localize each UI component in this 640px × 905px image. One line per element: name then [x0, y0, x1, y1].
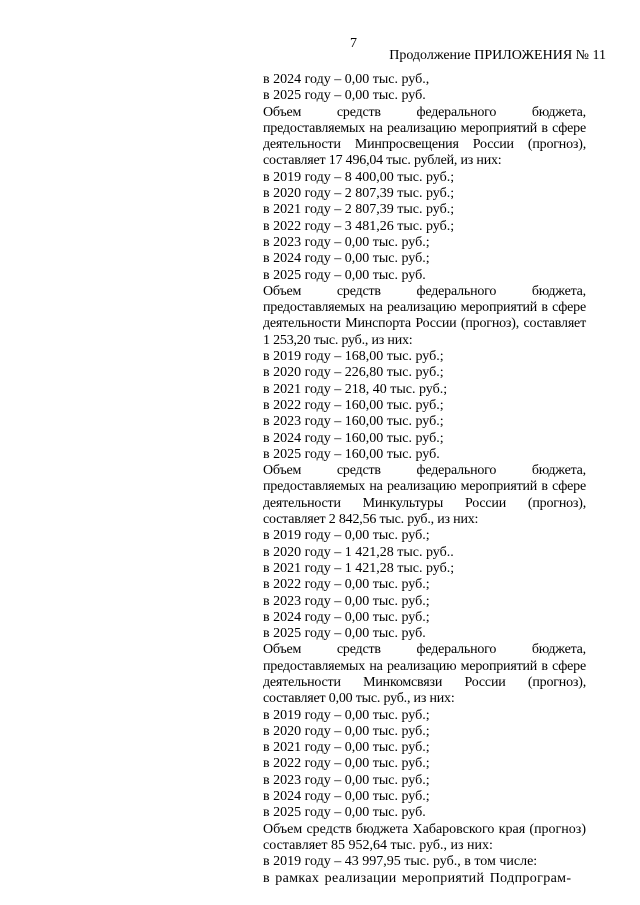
year-line: в 2019 году – 0,00 тыс. руб.; [263, 707, 430, 723]
year-line: в 2025 году – 160,00 тыс. руб. [263, 446, 440, 462]
year-line: в 2024 году – 0,00 тыс. руб.; [263, 789, 430, 805]
section-intro: Объем средств федерального бюджета, предоставляемых на реализацию мероприятий в сфере деятельности Минпросвещения России (прогноз), составляет 17 496,04 тыс. рублей, из них: [263, 104, 586, 169]
year-line: в 2025 году – 0,00 тыс. руб. [263, 267, 426, 283]
year-line: в 2022 году – 0,00 тыс. руб.; [263, 577, 430, 593]
appendix-continuation-label: Продолжение ПРИЛОЖЕНИЯ № 11 [389, 48, 606, 63]
year-line: в 2023 году – 0,00 тыс. руб.; [263, 593, 430, 609]
year-line: в 2024 году – 160,00 тыс. руб.; [263, 430, 444, 446]
budget-section-minkomsvyazi [263, 642, 586, 821]
year-line: в 2022 году – 0,00 тыс. руб.; [263, 756, 430, 772]
year-line: в 2023 году – 0,00 тыс. руб.; [263, 772, 430, 788]
year-line: в 2023 году – 0,00 тыс. руб.; [263, 234, 430, 250]
year-line: в 2021 году – 218, 40 тыс. руб.; [263, 381, 448, 397]
opening-line: в 2025 году – 0,00 тыс. руб. [263, 88, 426, 104]
year-line: в 2024 году – 0,00 тыс. руб.; [263, 251, 430, 267]
year-line: в 2019 году – 43 997,95 тыс. руб., в том числе: [263, 854, 538, 870]
section-intro: Объем средств федерального бюджета, предоставляемых на реализацию мероприятий в сфере деятельности Минкультуры России (прогноз), составляет 2 842,56 тыс. руб., из них: [263, 463, 586, 528]
year-line: в 2025 году – 0,00 тыс. руб. [263, 626, 426, 642]
year-line: в 2023 году – 160,00 тыс. руб.; [263, 414, 444, 430]
year-line: в 2022 году – 3 481,26 тыс. руб.; [263, 218, 455, 234]
year-line: в 2025 году – 0,00 тыс. руб. [263, 805, 426, 821]
year-line: в 2019 году – 8 400,00 тыс. руб.; [263, 169, 455, 185]
year-line: в 2021 году – 2 807,39 тыс. руб.; [263, 202, 455, 218]
year-line: в 2019 году – 0,00 тыс. руб.; [263, 528, 430, 544]
budget-section-khabarovsk-krai [263, 822, 586, 887]
year-line: в 2024 году – 0,00 тыс. руб.; [263, 609, 430, 625]
budget-section-minkultury [263, 463, 586, 642]
year-line: в 2022 году – 160,00 тыс. руб.; [263, 397, 444, 413]
page-number: 7 [350, 36, 357, 51]
year-line: в 2019 году – 168,00 тыс. руб.; [263, 349, 444, 365]
budget-section-minprosveshcheniya [263, 105, 586, 284]
continued-line: в рамках реализации мероприятий Подпрограм- [263, 870, 572, 886]
section-intro: Объем средств федерального бюджета, предоставляемых на реализацию мероприятий в сфере деятельности Минкомсвязи России (прогноз), составляет 0,00 тыс. руб., из них: [263, 642, 586, 707]
year-line: в 2020 году – 1 421,28 тыс. руб.. [263, 544, 454, 560]
year-line: в 2020 году – 2 807,39 тыс. руб.; [263, 186, 455, 202]
year-line: в 2020 году – 0,00 тыс. руб.; [263, 723, 430, 739]
opening-line: в 2024 году – 0,00 тыс. руб., [263, 72, 430, 87]
document-body [263, 72, 586, 887]
budget-section-minsporta [263, 284, 586, 463]
year-line: в 2021 году – 1 421,28 тыс. руб.; [263, 560, 455, 576]
year-line: в 2021 году – 0,00 тыс. руб.; [263, 740, 430, 756]
regional-intro: Объем средств бюджета Хабаровского края (прогноз) составляет 85 952,64 тыс. руб., из них: [263, 821, 586, 853]
year-line: в 2020 году – 226,80 тыс. руб.; [263, 365, 444, 381]
section-intro: Объем средств федерального бюджета, предоставляемых на реализацию мероприятий в сфере деятельности Минспорта России (прогноз), составляет 1 253,20 тыс. руб., из них: [263, 283, 586, 348]
